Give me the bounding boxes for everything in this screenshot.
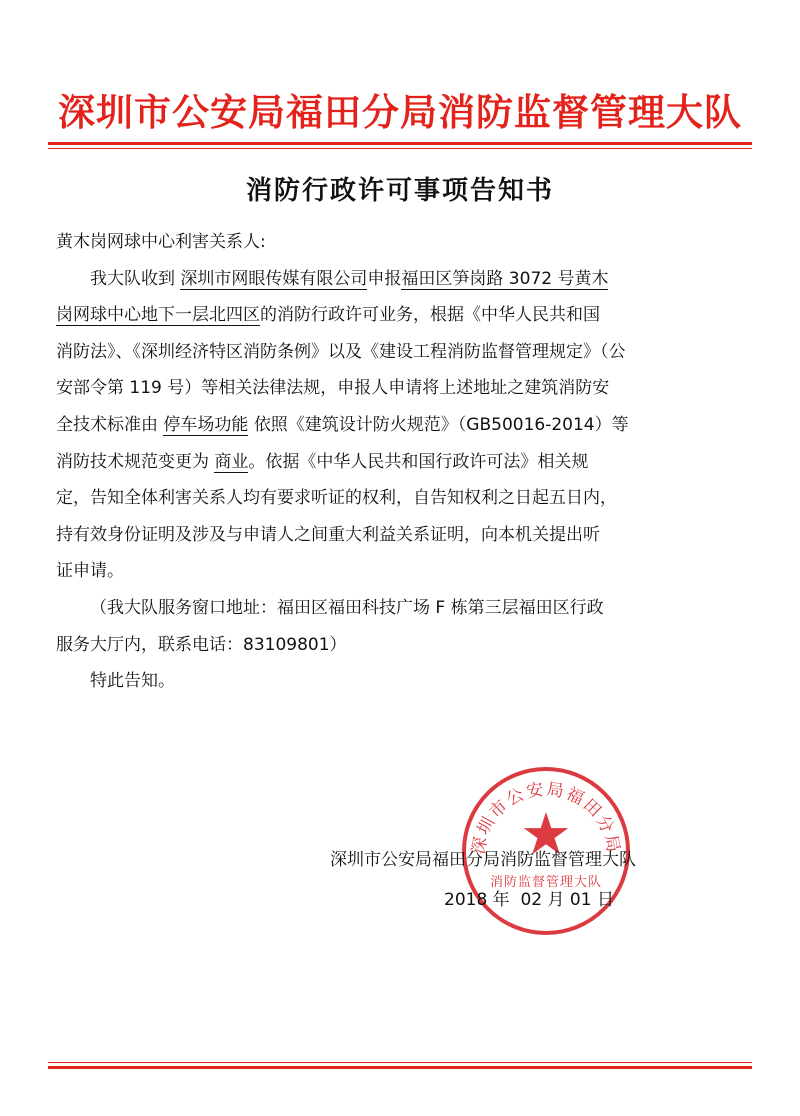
text: 全技术标准由 bbox=[56, 414, 158, 435]
text: 依照《建筑设计防火规范》（GB50016-2014）等 bbox=[253, 414, 629, 435]
paragraph-line-1 bbox=[56, 261, 736, 298]
signature-org: 深圳市公安局福田分局消防监督管理大队 bbox=[330, 850, 636, 870]
closing: 特此告知。 bbox=[90, 671, 175, 692]
org-letterhead: 深圳市公安局福田分局消防监督管理大队 bbox=[58, 90, 742, 134]
footer-rule-thin bbox=[48, 1062, 752, 1063]
letterhead-rule-thin bbox=[48, 148, 752, 149]
original-function: 停车场功能 bbox=[163, 414, 249, 435]
text: 的消防行政许可业务，根据《中华人民共和国 bbox=[260, 305, 600, 326]
paragraph-line-4: 安部令第 119 号）等相关法律法规，申报人申请将上述地址之建筑消防安 bbox=[56, 378, 610, 399]
document-body bbox=[56, 224, 736, 700]
text: 申报 bbox=[367, 268, 402, 289]
footer-rule-thick bbox=[48, 1066, 752, 1069]
text: 我大队收到 bbox=[90, 268, 175, 289]
text: 消防技术规范变更为 bbox=[56, 451, 209, 472]
applicant-name: 深圳市网眼传媒有限公司 bbox=[180, 268, 368, 289]
paragraph-line-6 bbox=[56, 444, 736, 481]
document-title: 消防行政许可事项告知书 bbox=[245, 176, 554, 206]
paragraph-line-9: 证申请。 bbox=[56, 561, 124, 582]
text: 。依据《中华人民共和国行政许可法》相关规 bbox=[248, 451, 589, 472]
project-address-cont: 岗网球中心地下一层北四区 bbox=[56, 305, 260, 326]
paragraph-line-2 bbox=[56, 297, 736, 334]
paragraph-line-3: 消防法》、《深圳经济特区消防条例》以及《建设工程消防监督管理规定》（公 bbox=[56, 341, 626, 362]
seal-ring-label: 深圳市公安局福田分局 bbox=[468, 779, 624, 856]
salutation: 黄木岗网球中心利害关系人: bbox=[56, 232, 266, 252]
notice-line-1: （我大队服务窗口地址：福田区福田科技广场 F 栋第三层福田区行政 bbox=[90, 597, 604, 618]
signature-date: 2018 年 02 月 01 日 bbox=[444, 890, 614, 910]
paragraph-line-8: 持有效身份证明及涉及与申请人之间重大利益关系证明，向本机关提出听 bbox=[56, 524, 600, 545]
project-address: 福田区笋岗路 3072 号黄木 bbox=[401, 268, 609, 289]
letterhead-rule-thick bbox=[48, 142, 752, 145]
paragraph-line-7: 定，告知全体利害关系人均有要求听证的权利，自告知权利之日起五日内， bbox=[56, 488, 617, 509]
new-function: 商业 bbox=[214, 451, 249, 472]
notice-line-2: 服务大厅内，联系电话：83109801） bbox=[56, 634, 347, 655]
seal-bottom-label: 消防监督管理大队 bbox=[489, 875, 602, 890]
paragraph-line-5 bbox=[56, 407, 736, 444]
star-icon: ★ bbox=[520, 800, 572, 868]
